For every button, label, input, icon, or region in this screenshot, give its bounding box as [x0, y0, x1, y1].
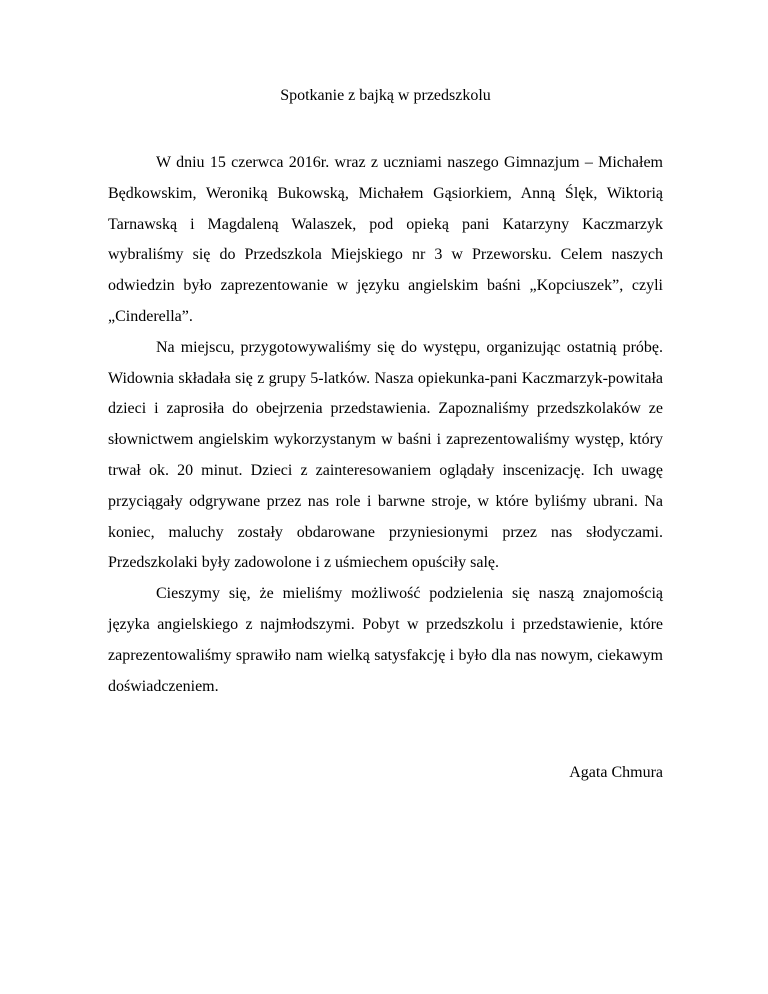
- document-page: [108, 0, 663, 994]
- author-signature: Agata Chmura: [569, 764, 663, 781]
- paragraph-3: Cieszymy się, że mieliśmy możliwość podzielenia się naszą znajomością języka angielskiego z najmłodszymi. Pobyt w przedszkolu i przedstawienie, które zaprezentowaliśmy sprawiło nam wielką satysfakcję i było dla nas nowym, ciekawym doświadczeniem.: [108, 585, 663, 695]
- paragraph-2: Na miejscu, przygotowywaliśmy się do występu, organizując ostatnią próbę. Widownia składała się z grupy 5-latków. Nasza opiekunka-pani Kaczmarzyk-powitała dzieci i zaprosiła do obejrzenia przedstawienia. Zapoznaliśmy przedszkolaków ze słownictwem angielskim wykorzystanym w baśni i zaprezentowaliśmy występ, który trwał ok. 20 minut. Dzieci z zainteresowaniem oglądały inscenizację. Ich uwagę przyciągały odgrywane przez nas role i barwne stroje, w które byliśmy ubrani. Na koniec, maluchy zostały obdarowane przyniesionymi przez nas słodyczami. Przedszkolaki były zadowolone i z uśmiechem opuściły salę.: [108, 338, 663, 572]
- paragraph-1: W dniu 15 czerwca 2016r. wraz z uczniami naszego Gimnazjum – Michałem Będkowskim, Weroniką Bukowską, Michałem Gąsiorkiem, Anną Ślęk, Wiktorią Tarnawską i Magdaleną Walaszek, pod opieką pani Katarzyny Kaczmarzyk wybraliśmy się do Przedszkola Miejskiego nr 3 w Przeworsku. Celem naszych odwiedzin było zaprezentowanie w języku angielskim baśni „Kopciuszek”, czyli „Cinderella”.: [108, 154, 663, 325]
- document-body: [108, 148, 663, 702]
- document-title: Spotkanie z bajką w przedszkolu: [280, 87, 491, 104]
